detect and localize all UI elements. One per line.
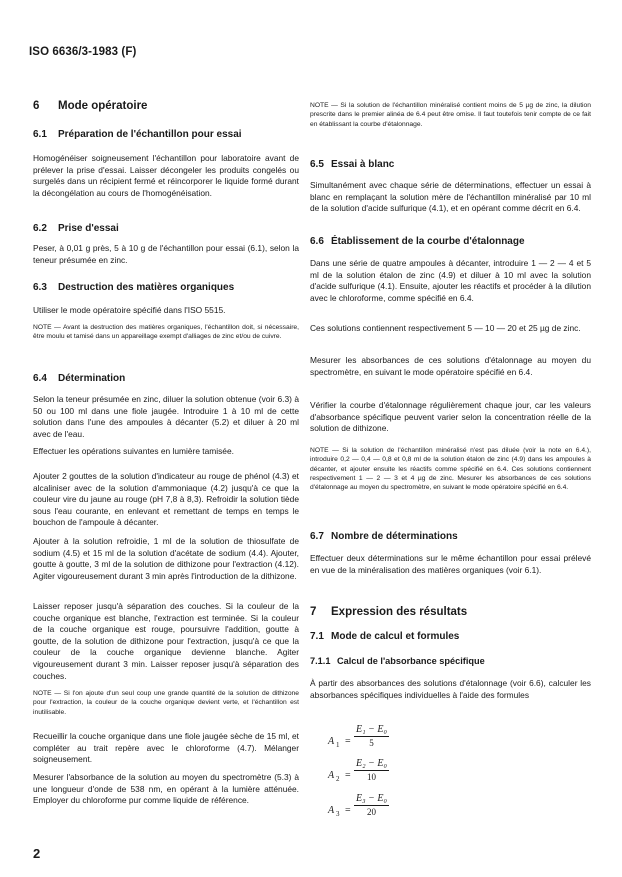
section-6-6-heading: 6.6 Établissement de la courbe d'étalonnage	[310, 236, 525, 247]
page-number: 2	[33, 846, 41, 861]
section-6-heading: 6 Mode opératoire	[33, 100, 148, 112]
formula-denominator: 20	[366, 807, 376, 817]
paragraph-6-7: Effectuer deux déterminations sur le même échantillon pour essai prélevé en vue de la minéralisation des matières organiques (voir 6.1).	[310, 553, 591, 575]
section-7-1-1-heading: 7.1.1 Calcul de l'absorbance spécifique	[310, 656, 485, 666]
formula-lhs-sub: 1	[336, 741, 340, 749]
formula-denominator: 10	[366, 772, 376, 782]
formula-lhs-sub: 2	[336, 775, 340, 783]
section-6-5-heading: 6.5 Essai à blanc	[310, 159, 395, 170]
formula-eq: =	[345, 805, 351, 816]
formula-eq: =	[345, 770, 351, 781]
note-6-4-dilution: NOTE — Si la solution de l'échantillon minéralisé contient moins de 5 µg de zinc, la dilution prescrite dans le premier alinéa de 6.4 peut être omise. Il faut toutefois tenir compte de ce fait en établissant la courbe d'étalonnage.	[310, 102, 591, 128]
formula-fraction	[354, 758, 389, 782]
paragraph-6-4-a: Selon la teneur présumée en zinc, diluer la solution obtenue (voir 6.3) à 50 ou 100 ml dans une fiole jaugée. Introduire 1 à 10 ml de cette solution dans l'une des ampoules à décanter (5.2) et diluer à 20 ml avec de l'eau.	[33, 394, 299, 439]
formula-numerator: E₂ − E₀	[356, 758, 387, 769]
formula-lhs-sub: 3	[336, 810, 340, 818]
note-6-3: NOTE — Avant la destruction des matières organiques, l'échantillon doit, si nécessaire, être moulu et tamisé dans un appareillage exempt d'alliages de zinc et/ou de cuivre.	[33, 324, 299, 341]
section-6-1-heading: 6.1 Préparation de l'échantillon pour essai	[33, 129, 242, 140]
note-6-6: NOTE — Si la solution de l'échantillon minéralisé n'est pas diluée (voir la note en 6.4.), introduire 0,2 — 0,4 — 0,8 et 0,8 ml de la solution étalon de zinc (4.9) dans les ampoules à décanter, et ajouter ensuite les réactifs comme spécifié en 6.4. Ces solutions contiennent respectivement 1 — 2 — 3 et 4 µg de zinc. Mesurer les absorbances de ces solutions d'étalonnage au moyen du spectromètre, en suivant le mode opératoire spécifié en 6.4.	[310, 447, 591, 492]
section-6-4-heading: 6.4 Détermination	[33, 373, 126, 384]
formula-numerator: E₃ − E₀	[356, 793, 387, 804]
paragraph-6-4-c: Ajouter 2 gouttes de la solution d'indicateur au rouge de phénol (4.3) et alcaliniser avec de la solution d'ammoniaque (4.2) jusqu'à ce que la couleur vire du jaune au rouge (pH 7,8 à 8,3). Refroidir la solution tiède sous l'eau courante, en enlevant et remettant de temps en temps le bouchon de l'ampoule à décanter.	[33, 471, 299, 528]
formula-lhs-var: A	[328, 770, 335, 781]
paragraph-6-4-b: Effectuer les opérations suivantes en lumière tamisée.	[33, 446, 234, 456]
paragraph-6-6-a: Dans une série de quatre ampoules à décanter, introduire 1 — 2 — 4 et 5 ml de la solution étalon de zinc (4.9) et diluer à 10 ml avec la solution d'acide sulfurique (4.1). Ensuite, ajouter les réactifs et procéder à la dilution avec le chloroforme, comme spécifié en 6.4.	[310, 258, 591, 303]
paragraph-6-2: Peser, à 0,01 g près, 5 à 10 g de l'échantillon pour essai (6.1), selon la teneur présumée en zinc.	[33, 243, 299, 265]
formula-denominator: 5	[369, 738, 374, 748]
section-6-2-heading: 6.2 Prise d'essai	[33, 223, 119, 234]
paragraph-6-6-c: Mesurer les absorbances de ces solutions d'étalonnage au moyen du spectromètre, en suivant le mode opératoire spécifié en 6.4.	[310, 355, 591, 377]
paragraph-6-6-b: Ces solutions contiennent respectivement 5 — 10 — 20 et 25 µg de zinc.	[310, 323, 581, 333]
formula-fraction	[354, 724, 389, 748]
document-header: ISO 6636/3-1983 (F)	[29, 46, 137, 58]
paragraph-6-4-d: Ajouter à la solution refroidie, 1 ml de la solution de thiosulfate de sodium (4.5) et 15 ml de la solution d'acétate de sodium (4.4). Ajouter, goutte à goutte, 3 ml de la solution de dithizone pour l'extraction (4.12). Agiter vigoureusement durant 3 min après l'introduction de la dithizone.	[33, 536, 299, 581]
paragraph-6-4-g: Mesurer l'absorbance de la solution au moyen du spectromètre (5.3) à une longueur d'onde de 538 nm, en opérant à la lumière atténuée. Employer du chloroforme pur comme liquide de référence.	[33, 772, 299, 806]
paragraph-6-4-e: Laisser reposer jusqu'à séparation des couches. Si la couleur de la couche organique est blanche, l'extraction est terminée. Si la couleur de la couche organique est rouge, poursuivre l'addition, goutte à goutte, de la solution de dithizone pour l'extraction, jusqu'à ce que la couleur de la couche organique devienne blanche. Agiter vigoureusement durant 3 min. Laisser reposer jusqu'à séparation des couches.	[33, 601, 299, 681]
paragraph-6-3: Utiliser le mode opératoire spécifié dans l'ISO 5515.	[33, 305, 226, 315]
paragraph-6-6-d: Vérifier la courbe d'étalonnage régulièrement chaque jour, car les valeurs d'absorbance spécifique peuvent varier selon la concentration réelle de la solution de dithizone.	[310, 400, 591, 434]
note-6-4: NOTE — Si l'on ajoute d'un seul coup une grande quantité de la solution de dithizone pour l'extraction, la couleur de la couche organique devient verte, et l'échantillon est inutilisable.	[33, 690, 299, 716]
paragraph-6-1: Homogénéiser soigneusement l'échantillon pour laboratoire avant de prélever la prise d'essai. Laisser décongeler les produits congelés ou surgelés dans un récipient fermé et réincorporer le liquide formé durant la décongélation au cours de l'homogénéisation.	[33, 153, 299, 198]
section-6-3-heading: 6.3 Destruction des matières organiques	[33, 282, 235, 293]
formula-eq: =	[345, 736, 351, 747]
formula-lhs-var: A	[328, 736, 335, 747]
section-7-heading: 7 Expression des résultats	[310, 606, 468, 618]
formula-numerator: E₁ − E₀	[356, 724, 387, 735]
section-7-1-heading: 7.1 Mode de calcul et formules	[310, 631, 460, 642]
formula-fraction	[354, 793, 389, 817]
paragraph-7-1-1: À partir des absorbances des solutions d'étalonnage (voir 6.6), calculer les absorbances spécifiques individuelles à l'aide des formules	[310, 678, 591, 700]
formula-lhs-var: A	[328, 805, 335, 816]
section-6-7-heading: 6.7 Nombre de déterminations	[310, 531, 458, 542]
paragraph-6-5: Simultanément avec chaque série de déterminations, effectuer un essai à blanc en remplaçant la solution mère de l'échantillon minéralisé par 10 ml de la solution d'acide sulfurique (4.1), et en opérant comme décrit en 6.4.	[310, 180, 591, 214]
paragraph-6-4-f: Recueillir la couche organique dans une fiole jaugée sèche de 15 ml, et compléter au trait repère avec le chloroforme (4.7). Mélanger soigneusement.	[33, 731, 299, 765]
